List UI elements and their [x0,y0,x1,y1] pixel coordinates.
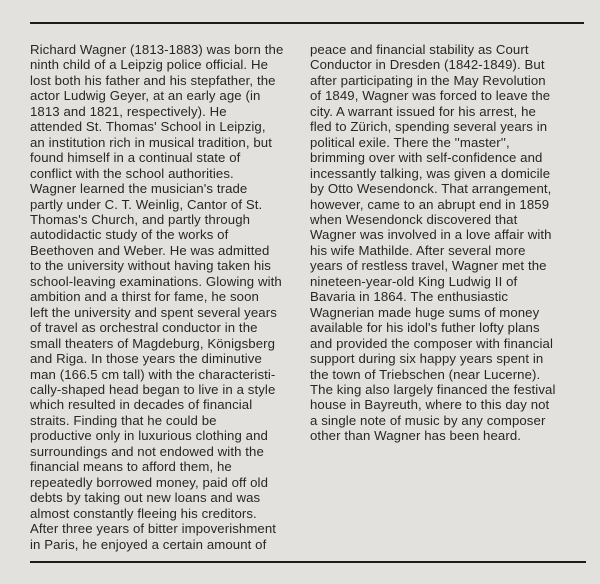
text-line: by Otto Wesendonck. That arrangement, [310,181,552,197]
text-line: repeatedly borrowed money, paid off old [30,474,269,490]
text-line: other than Wagner has been heard. [310,428,522,444]
text-line: After three years of bitter impoverishment [30,521,277,537]
text-line: straits. Finding that he could be [30,412,217,428]
text-line: attended St. Thomas' School in Leipzig, [30,119,266,135]
text-line: nineteen-year-old King Ludwig II of [310,273,518,289]
text-line: and Riga. In those years the diminutive [30,351,262,367]
text-line: Bavaria in 1864. The enthusiastic [310,289,509,305]
article-body [30,42,586,552]
text-line: Richard Wagner (1813-1883) was born the [30,42,284,57]
text-column-left [30,42,310,552]
text-line: Thomas's Church, and partly through [30,211,251,227]
text-line: lost both his father and his stepfather, the [30,72,276,88]
text-line: peace and financial stability as Court [310,42,529,57]
text-line: house in Bayreuth, where to this day not [310,397,550,413]
text-line: the town of Triebschen (near Lucerne). [310,366,541,382]
text-line: actor Ludwig Geyer, at an early age (in [30,88,261,104]
text-line: left the university and spent several years [30,304,277,320]
text-line: financial means to afford them, he [30,459,232,475]
text-line: cally-shaped head began to live in a style [30,381,276,397]
text-line: small theaters of Magdeburg, Königsberg [30,335,276,351]
text-line: Wagner learned the musician's trade [30,181,248,197]
text-line: debts by taking out new loans and was [30,490,261,506]
text-line: which resulted in decades of financial [30,397,253,413]
text-line: Wagner was involved in a love affair with [310,227,552,243]
text-line: to the university without having taken his [30,258,271,274]
text-line: available for his idol's futher lofty plans [310,320,540,336]
text-line: school-leaving examinations. Glowing with [30,273,282,289]
text-line: man (166.5 cm tall) with the characteristi- [30,366,276,382]
text-line: support during six happy years spent in [310,351,544,367]
bottom-rule [30,561,586,563]
text-line: of travel as orchestral conductor in the [30,320,258,336]
text-column-right [310,42,590,552]
text-line: and provided the composer with financial [310,335,553,351]
text-line: of 1849, Wagner was forced to leave the [310,88,551,104]
text-line: autodidactic study of the works of [30,227,229,243]
text-line: political exile. There the ''master'', [310,134,510,150]
text-line: his wife Mathilde. After several more [310,242,526,258]
text-line: Beethoven and Weber. He was admitted [30,242,270,258]
text-line: Wagnerian made huge sums of money [310,304,540,320]
text-line: ninth child of a Leipzig police official. He [30,57,269,73]
text-line: productive only in luxurious clothing and [30,428,268,444]
text-line: ambition and a thirst for fame, he soon [30,289,259,305]
text-line: in Paris, he enjoyed a certain amount of [30,536,267,552]
text-line: Conductor in Dresden (1842-1849). But [310,57,545,73]
text-line: The king also largely financed the festival [310,381,556,397]
text-line: fled to Zürich, spending several years in [310,119,548,135]
text-line: an institution rich in musical tradition, but [30,134,272,150]
text-line: after participating in the May Revolution [310,72,546,88]
text-line: surroundings and not endowed with the [30,443,264,459]
text-line: when Wesendonck discovered that [310,211,518,227]
text-line: city. A warrant issued for his arrest, he [310,103,536,119]
text-line: years of restless travel, Wagner met the [310,258,547,274]
text-line: however, came to an abrupt end in 1859 [310,196,550,212]
text-line: almost constantly fleeing his creditors. [30,505,257,521]
text-line: 1813 and 1821, respectively). He [30,103,227,119]
top-rule [30,22,584,24]
text-line: found himself in a continual state of [30,150,241,166]
text-line: partly under C. T. Weinlig, Cantor of St. [30,196,263,212]
text-line: incessantly talking, was given a domicile [310,165,551,181]
text-line: brimming over with self-confidence and [310,150,543,166]
text-line: a single note of music by any composer [310,412,546,428]
text-line: conflict with the school authorities. [30,165,234,181]
